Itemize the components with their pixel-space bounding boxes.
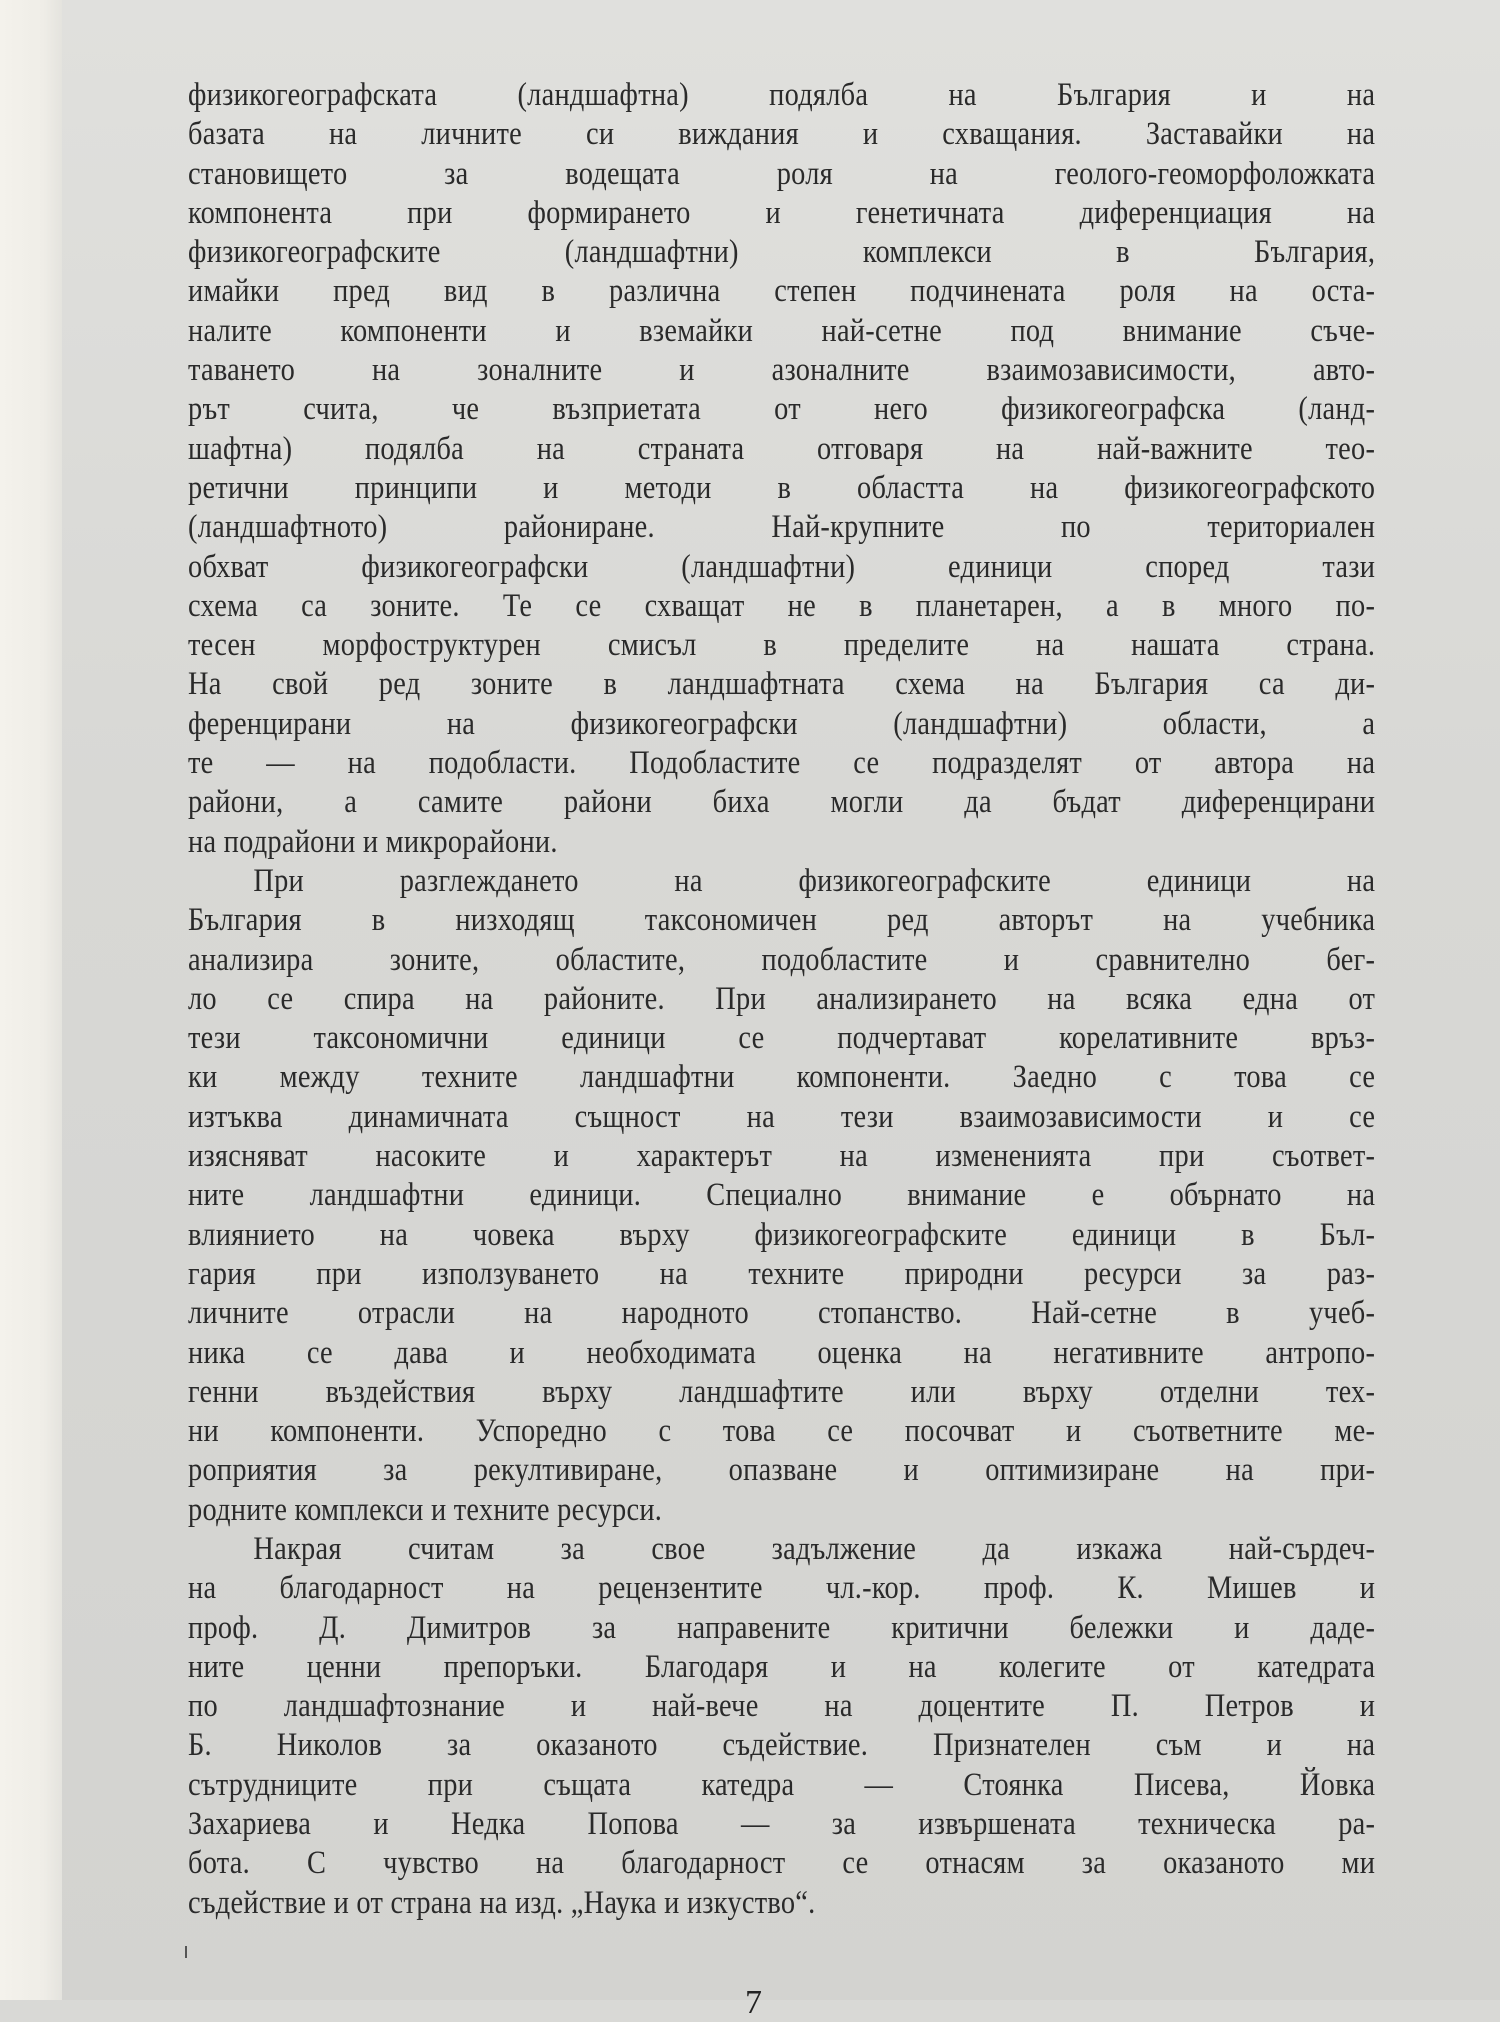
text-line: съдействие и от страна на изд. „Наука и изкуство“.	[188, 1884, 816, 1921]
text-line: обхват физикогеографски (ландшафтни) единици според тази	[188, 548, 1376, 585]
text-line: Б. Николов за оказаното съдействие. Признателен съм и на	[188, 1727, 1376, 1764]
text-line: (ландшафтното) райониране. Най-крупните по териториален	[188, 509, 1376, 546]
text-line: България в низходящ таксономичен ред авторът на учебника	[188, 902, 1376, 939]
page-number: 7	[745, 1984, 762, 2021]
text-line: генни въздействия върху ландшафтите или върху отделни тех-	[188, 1373, 1376, 1410]
text-line: анализира зоните, областите, подобластите и сравнително бег-	[188, 941, 1376, 978]
body-text	[188, 76, 1375, 1923]
ink-mark	[185, 1946, 187, 1958]
text-line: шафтна) подялба на страната отговаря на най-важните тео-	[188, 430, 1376, 467]
adjacent-page-edge	[0, 0, 62, 2000]
text-line: физикогеографската (ландшафтна) подялба на България и на	[188, 77, 1376, 113]
text-line: влиянието на човека върху физикогеографските единици в Бъл-	[188, 1216, 1376, 1253]
text-line: ните ландшафтни единици. Специално внимание е обърнато на	[188, 1177, 1376, 1214]
text-line: схема са зоните. Те се схващат не в планетарен, а в много по-	[188, 587, 1376, 624]
text-line: те — на подобласти. Подобластите се подразделят от автора на	[188, 745, 1376, 782]
text-line: изясняват насоките и характерът на измененията при съответ-	[188, 1138, 1376, 1175]
text-line: проф. Д. Димитров за направените критични бележки и даде-	[188, 1609, 1376, 1646]
text-line: ференцирани на физикогеографски (ландшафтни) области, а	[188, 705, 1376, 742]
text-line: имайки пред вид в различна степен подчинената роля на оста-	[188, 273, 1376, 310]
text-line: рът счита, че възприетата от него физикогеографска (ланд-	[188, 391, 1376, 428]
text-line: райони, а самите райони биха могли да бъдат диференцирани	[188, 784, 1376, 821]
text-line: тесен морфоструктурен смисъл в пределите на нашата страна.	[188, 627, 1376, 664]
paragraph	[188, 1530, 1375, 1923]
text-line: личните отрасли на народното стопанство. Най-сетне в учеб-	[188, 1295, 1376, 1332]
text-line: ни компоненти. Успоредно с това се посочват и съответните ме-	[188, 1413, 1376, 1450]
text-line: становището за водещата роля на геолого-геоморфоложката	[188, 155, 1376, 192]
text-line: ретични принципи и методи в областта на физикогеографското	[188, 469, 1376, 506]
text-line: на подрайони и микрорайони.	[188, 823, 558, 860]
text-line: базата на личните си виждания и схващания. Заставайки на	[188, 116, 1376, 153]
text-line: роприятия за рекултивиране, опазване и оптимизиране на при-	[188, 1452, 1376, 1489]
text-line: Захариева и Недка Попова — за извършената техническа ра-	[188, 1806, 1376, 1843]
text-line: налите компоненти и вземайки най-сетне под внимание съче-	[188, 312, 1376, 349]
text-line: физикогеографските (ландшафтни) комплекси в България,	[188, 234, 1376, 271]
text-line: сътрудниците при същата катедра — Стоянка Писева, Йовка	[188, 1766, 1376, 1803]
paragraph	[188, 76, 1375, 862]
text-line: по ландшафтознание и най-вече на доцентите П. Петров и	[188, 1688, 1376, 1725]
text-line: ните ценни препоръки. Благодаря и на колегите от катедрата	[188, 1648, 1376, 1685]
text-line: ло се спира на районите. При анализирането на всяка една от	[188, 980, 1376, 1017]
text-line: таването на зоналните и азоналните взаимозависимости, авто-	[188, 352, 1376, 389]
text-line: гария при използуването на техните природни ресурси за раз-	[188, 1255, 1376, 1292]
paragraph	[188, 862, 1375, 1530]
text-line: бота. С чувство на благодарност се отнасям за оказаното ми	[188, 1845, 1376, 1882]
text-line: При разглеждането на физикогеографските единици на	[253, 862, 1376, 899]
text-line: ки между техните ландшафтни компоненти. Заедно с това се	[188, 1059, 1376, 1096]
text-line: На свой ред зоните в ландшафтната схема на България са ди-	[188, 666, 1376, 703]
text-line: изтъква динамичната същност на тези взаимозависимости и се	[188, 1098, 1376, 1135]
text-line: компонента при формирането и генетичната диференциация на	[188, 194, 1376, 231]
text-line: родните комплекси и техните ресурси.	[188, 1491, 663, 1528]
text-line: тези таксономични единици се подчертават корелативните връз-	[188, 1020, 1376, 1057]
text-line: ника се дава и необходимата оценка на негативните антропо-	[188, 1334, 1376, 1371]
text-line: на благодарност на рецензентите чл.-кор. проф. К. Мишев и	[188, 1570, 1376, 1607]
text-line: Накрая считам за свое задължение да изкажа най-сърдеч-	[253, 1530, 1376, 1567]
